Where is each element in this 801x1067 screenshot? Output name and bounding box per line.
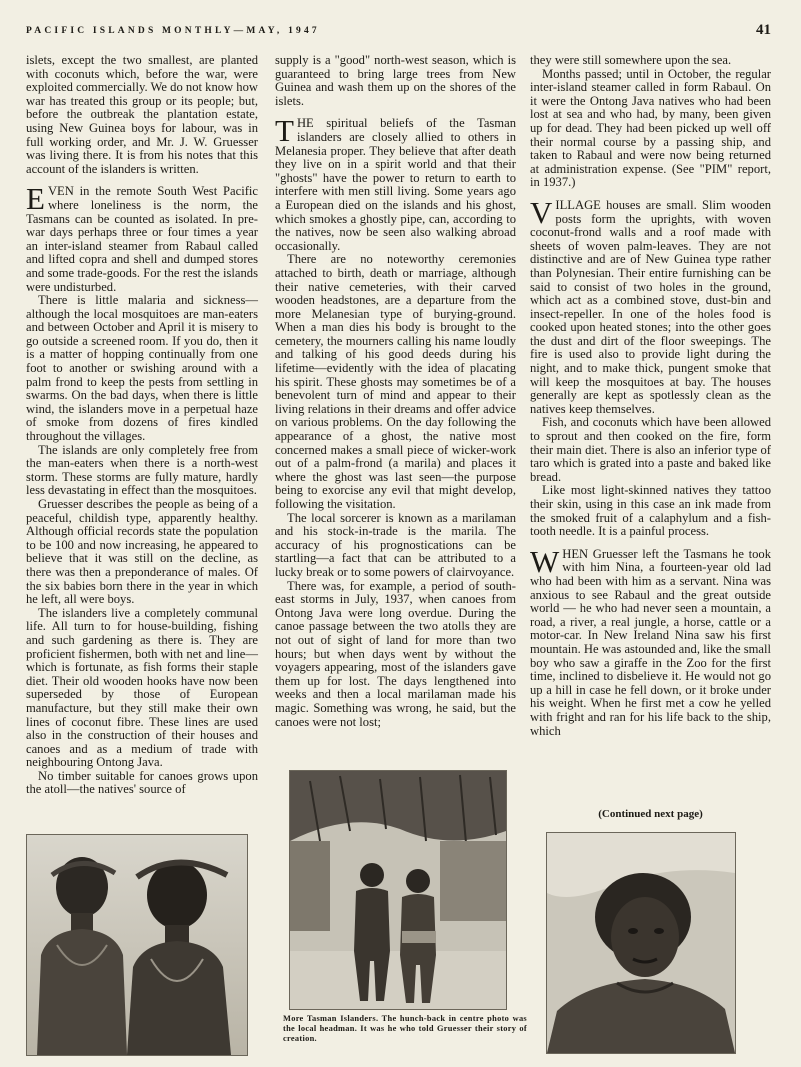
paragraph: There is little malaria and sickness—although the local mosquitoes are man-eaters and between October and April it is misery to go outside a screened room. If you do, then it is a matter of hopping continually from one foot to another or swishing around with a palm frond to keep the pests from settling in swarms. On the bad days, when there is little wind, the islanders move in a perpetual haze of smoke from dozens of fires kindled throughout the villages. [26,293,258,444]
paragraph: The local sorcerer is known as a marilaman and his stock-in-trade is the marila. The accuracy of his prognostications can be startling—a fact that can be attributed to a lucky break or to some powers of clairvoyance. [275,510,516,579]
paragraph: No timber suitable for canoes grows upon the atoll—the natives' source of [26,768,258,797]
paragraph: supply is a "good" north-west season, which is guaranteed to bring large trees from New Guinea and wash them up on the shores of the islets. [275,53,516,108]
paragraph: The islands are only completely free from the man-eaters when there is a north-west storm. These storms are fully mature, hardly less devastating in effect than the mosquitoes. [26,442,258,498]
photo-islander-portrait [546,832,736,1054]
paragraph-text: HEN Gruesser left the Tasmans he took with him Nina, a fourteen-year old lad who had been with him as a servant. Nina was anxious to see Rabaul and the great outside world — he who had never seen a mountain, a road, a river, a real jungle, a horse, cattle or a motor-car. In New Ireland Nina saw his first mountain. He was astounded and, like the small boy who saw a giraffe in the Zoo for the first time, inclined to disbelieve it. He would not go up a hill in case he fell down, or it broke under his weight. When he first met a cow he yelled with fright and ran for his life back to the ship, which [530,546,771,738]
paragraph: Fish, and coconuts which have been allowed to sprout and then cooked on the fire, form their main diet. There is also an inferior type of taro which is grated into a paste and baked like bread. [530,415,771,484]
article-column-3 [530,54,771,738]
paragraph: The islanders live a completely communal life. All turn to for house-building, fishing and such gardening as there is. They are proficient fishermen, both with net and line—which is fortunate, as fish forms their staple diet. Their old wooden hooks have now been superseded by those of European manufacture, but they still make their own lines of coconut fibre. These lines are used also in the construction of their houses and canoes and as a medium of trade with neighbouring Ontong Java. [26,605,258,770]
drop-cap: V [530,194,553,230]
continued-note: (Continued next page) [598,808,703,820]
drop-cap: W [530,543,560,579]
photo-caption: More Tasman Islanders. The hunch-back in centre photo was the local headman. It was he who told Gruesser their story of creation. [283,1014,527,1043]
photo-two-islanders [26,834,248,1056]
photo-village-islanders [289,770,507,1010]
paragraph [530,194,771,417]
running-head: PACIFIC ISLANDS MONTHLY—MAY, 1947 [26,26,320,36]
paragraph [275,113,516,253]
running-header [26,22,771,44]
article-column-2 [275,54,516,729]
paragraph-text: HE spiritual beliefs of the Tasman islanders are closely allied to others in Melanesia proper. They believe that after death they live on in a spirit world and that their "ghosts" have the power to return to earth to interfere with men still living. Some years ago a European died on the islands and his ghost, which smokes a ghostly pipe, can, according to the natives, now be seen also walking abroad occasionally. [275,116,516,253]
paragraph [530,543,771,738]
paragraph-text: VEN in the remote South West Pacific where loneliness is the norm, the Tasmans can be counted as isolated. In pre-war days perhaps three or four times a year an inter-island steamer from Rabaul called and lifted copra and shell and dumped stores and some trade-goods. For the rest the islands were undisturbed. [26,184,258,294]
paragraph [26,181,258,294]
page-number: 41 [756,22,771,38]
paragraph: There was, for example, a period of south-east storms in July, 1937, when canoes from Ontong Java were long overdue. During the canoe passage between the two atolls they are not out of sight of land for more than two hours; but when days went by without the voyagers appearing, most of the islanders gave them up for lost. The days lengthened into weeks and then a local marilaman made his magic. Something was wrong, he said, but the canoes were not lost; [275,578,516,729]
drop-cap: T [275,113,294,149]
drop-cap: E [26,181,45,217]
paragraph-text: ILLAGE houses are small. Slim wooden posts form the uprights, with woven coconut-frond walls and a roof made with sheets of woven palm-leaves. They are not distinctive and are of New Guinea type rather than Polynesian. Their entire furnishing can be said to consist of two holes in the ground, which act as a combined stove, dust-bin and insect-repeller. In one of the holes food is cooked upon heated stones; into the other goes the dust and dirt of the floor sweepings. The fire is used also to provide light during the night, and to make thick, pungent smoke that will keep the mosquitoes at bay. The houses generally are kept as spotlessly clean as the natives keep themselves. [530,197,771,416]
paragraph: Like most light-skinned natives they tattoo their skin, using in this case an ink made from the smoked fruit of a calaphylum and a fish-tooth needle. It is a painful process. [530,483,771,539]
paragraph: Months passed; until in October, the regular inter-island steamer called in form Rabaul. On it were the Ontong Java natives who had been lost at sea and who had, by many, been given up for dead. They had been picked up well off their normal course by a passing ship, and taken to Rabaul and were now being returned at administration expense. (See "PIM" report, in 1937.) [530,66,771,190]
paragraph: There are no noteworthy ceremonies attached to birth, death or marriage, although their native cemeteries, with their carved wooden headstones, are a departure from the more Melanesian type of burying-ground. When a man dies his body is brought to the cemetery, the mourners calling his name loudly and talking of his good deeds during his lifetime—evidently with the idea of placating his spirit. These ghosts may sometimes be of a benevolent turn of mind and appear to their living relations in their dreams and offer advice on various problems. On the day following the appearance of a ghost, the native most concerned makes a small piece of wicker-work out of a palm-frond (a marila) and places it where the ghost was last seen—the purpose being to exorcise any evil that might develop, following the visitation. [275,252,516,511]
paragraph: islets, except the two smallest, are planted with coconuts which, before the war, were exploited commercially. We do not know how war has treated this group or its people; but, before the outbreak the plantation estate, using New Guinea boys for labour, was in full working order, and Mr. J. W. Gruesser was living there. It is from his notes that this account of the islanders is written. [26,53,258,176]
paragraph: Gruesser describes the people as being of a peaceful, childish type, apparently healthy. Although official records state the population to be 100 and now increasing, he appeared to believe that it was still on the decline, as there was then a preponderance of males. Of the six babies born there in the year in which he left, all were boys. [26,497,258,607]
paragraph: they were still somewhere upon the sea. [530,53,732,67]
article-column-1 [26,54,258,797]
